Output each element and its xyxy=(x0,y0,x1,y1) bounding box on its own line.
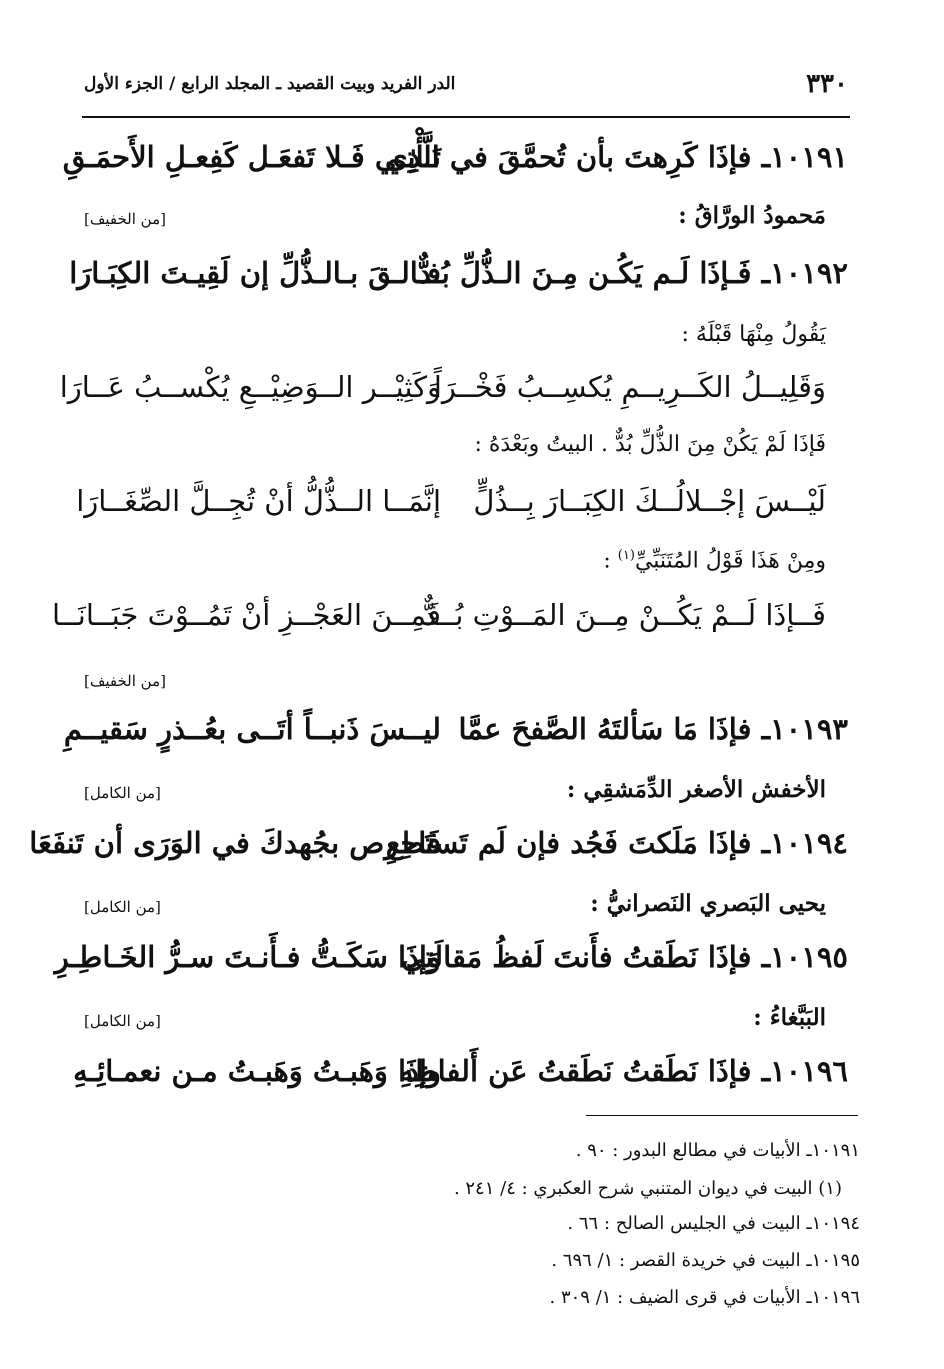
commentary-intro-after: فَإذَا لَمْ يَكُنْ مِنَ الذُّلِّ بُدٌّ . البيتُ وبَعْدَهُ : xyxy=(474,432,826,457)
verse-after xyxy=(76,484,826,519)
verse-number: ١٠١٩٢ـ xyxy=(761,256,848,290)
footnote-10195: ١٠١٩٥ـ البيت في خريدة القصر : ١/ ٦٩٦ . xyxy=(551,1250,860,1271)
verse-10194-second-hemistich: فَاحرِص بجُهدكَ في الوَرَى أن تَنفَعَا xyxy=(29,826,441,860)
page-number: ٣٣٠ xyxy=(806,69,848,99)
commentary-intro-before: يَقُولُ مِنْهَا قَبْلَهُ : xyxy=(681,322,826,347)
verse-10196-first-hemistich: ١٠١٩٦ـ فإذَا نَطَقتُ نَطَقتُ عَن أَلفاظِهِ xyxy=(399,1054,848,1088)
verse-number: ١٠١٩٤ـ xyxy=(761,826,848,860)
meter-label-10192: [من الخفيف] xyxy=(84,210,166,228)
footnote-rule xyxy=(586,1115,858,1116)
verse-mutanabbi-first-hemistich: فَــإذَا لَــمْ يَكُــنْ مِــنَ المَــوْتِ بُــدٌّ xyxy=(423,598,826,632)
header-rule xyxy=(82,116,850,118)
verse-after-second-hemistich: إنَّمَــا الــذُّلُّ أنْ تُجِــلَّ الصِّغَــارَا xyxy=(76,484,441,518)
verse-before-first-hemistich: وَقَلِيــلُ الكَــرِيــمِ يُكسِــبُ فَخْــرَاً xyxy=(433,370,826,404)
verse-number: ١٠١٩٣ـ xyxy=(761,712,848,746)
verse-10192-first-hemistich: ١٠١٩٢ـ فَـإذَا لَـم يَكُـن مِـنَ الـذُّلِّ بُـدٌّ xyxy=(417,256,848,290)
footnote-ref: (١) xyxy=(617,548,635,563)
verse-after-first-hemistich: لَيْــسَ إجْــلالُــكَ الكِبَــارَ بِــذُلٍّ xyxy=(473,484,826,518)
poet-name-10196: البَبَّغاءُ : xyxy=(753,1004,826,1031)
verse-mutanabbi-second-hemistich: فَمِــنَ العَجْــزِ أنْ تَمُــوْتَ جَبَــانَــا xyxy=(51,598,441,632)
verse-before-second-hemistich: وَكَثِيْــر الــوَضِيْــعِ يُكْســبُ عَــارَا xyxy=(59,370,441,404)
verse-10195-first-hemistich: ١٠١٩٥ـ فإذَا نَطَقتُ فأَنتَ لَفظُ مَقالَتِي xyxy=(401,940,848,974)
footnote-10194: ١٠١٩٤ـ البيت في الجليس الصالح : ٦٦ . xyxy=(567,1213,860,1234)
footnote-10191: ١٠١٩١ـ الأبيات في مطالع البدور : ٩٠ . xyxy=(575,1140,860,1161)
meter-label-10195: [من الكامل] xyxy=(84,898,161,916)
page-header xyxy=(84,66,848,102)
meter-label-10194: [من الكامل] xyxy=(84,784,161,802)
commentary-intro-mutanabbi: ومِنْ هَذَا قَوْلُ المُتَنَبِّيِّ$^{(١)}$ : xyxy=(603,548,826,574)
verse-10195 xyxy=(54,940,848,975)
verse-10191-second-hemistich: تَـأْتِـي فَـلا تَفعَـل كَفِعـلِ الأَحمَـقِ xyxy=(62,140,441,174)
verse-number: ١٠١٩٥ـ xyxy=(761,940,848,974)
verse-10194-first-hemistich: ١٠١٩٤ـ فإذَا مَلَكتَ فَجُد فإن لَم تَستَطِع xyxy=(385,826,848,860)
poet-name-10194: الأخفش الأصغر الدِّمَشقِي : xyxy=(566,776,826,803)
verse-number: ١٠١٩٦ـ xyxy=(761,1054,848,1088)
footnote-10196: ١٠١٩٦ـ الأبيات في قرى الضيف : ١/ ٣٠٩ . xyxy=(549,1287,860,1308)
footnote-1: (١) البيت في ديوان المتنبي شرح العكبري : ٤/ ٢٤١ . xyxy=(453,1178,842,1199)
meter-label-10193: [من الخفيف] xyxy=(84,672,166,690)
poet-name-10195: يحيى البَصري النَصرانيُّ : xyxy=(590,890,826,917)
verse-10192 xyxy=(69,256,848,291)
verse-before xyxy=(59,370,826,405)
verse-mutanabbi xyxy=(51,598,826,633)
verse-10193 xyxy=(63,712,848,747)
verse-10191 xyxy=(62,140,848,175)
running-title: الدر الفريد وبيت القصيد ـ المجلد الرابع / الجزء الأول xyxy=(84,74,456,94)
verse-10193-second-hemistich: ليــسَ ذَنبــاً أتَــى بعُــذرٍ سَقيــمِ xyxy=(63,712,441,746)
verse-10195-second-hemistich: وَإذَا سَكَـتُّ فـأَنـتَ سـرُّ الخَـاطِـرِ xyxy=(54,940,441,974)
verse-number: ١٠١٩١ـ xyxy=(761,140,848,174)
verse-10196 xyxy=(73,1054,848,1089)
verse-10192-second-hemistich: فـالـقَ بـالـذُّلِّ إن لَقِيـتَ الكِبَـارَا xyxy=(69,256,441,290)
poet-name-10192: مَحمودُ الورَّاقُ : xyxy=(678,202,826,229)
meter-label-10196: [من الكامل] xyxy=(84,1012,161,1030)
verse-10193-first-hemistich: ١٠١٩٣ـ فإذَا مَا سَألتَهُ الصَّفحَ عمَّا xyxy=(458,712,848,746)
verse-10191-first-hemistich: ١٠١٩١ـ فإذَا كَرِهتَ بأن تُحمَّقَ في الَّذِي xyxy=(384,140,848,174)
verse-10194 xyxy=(29,826,848,861)
verse-10196-second-hemistich: وإذَا وَهَبـتُ وَهَبـتُ مـن نعمـائِـهِ xyxy=(73,1054,441,1088)
